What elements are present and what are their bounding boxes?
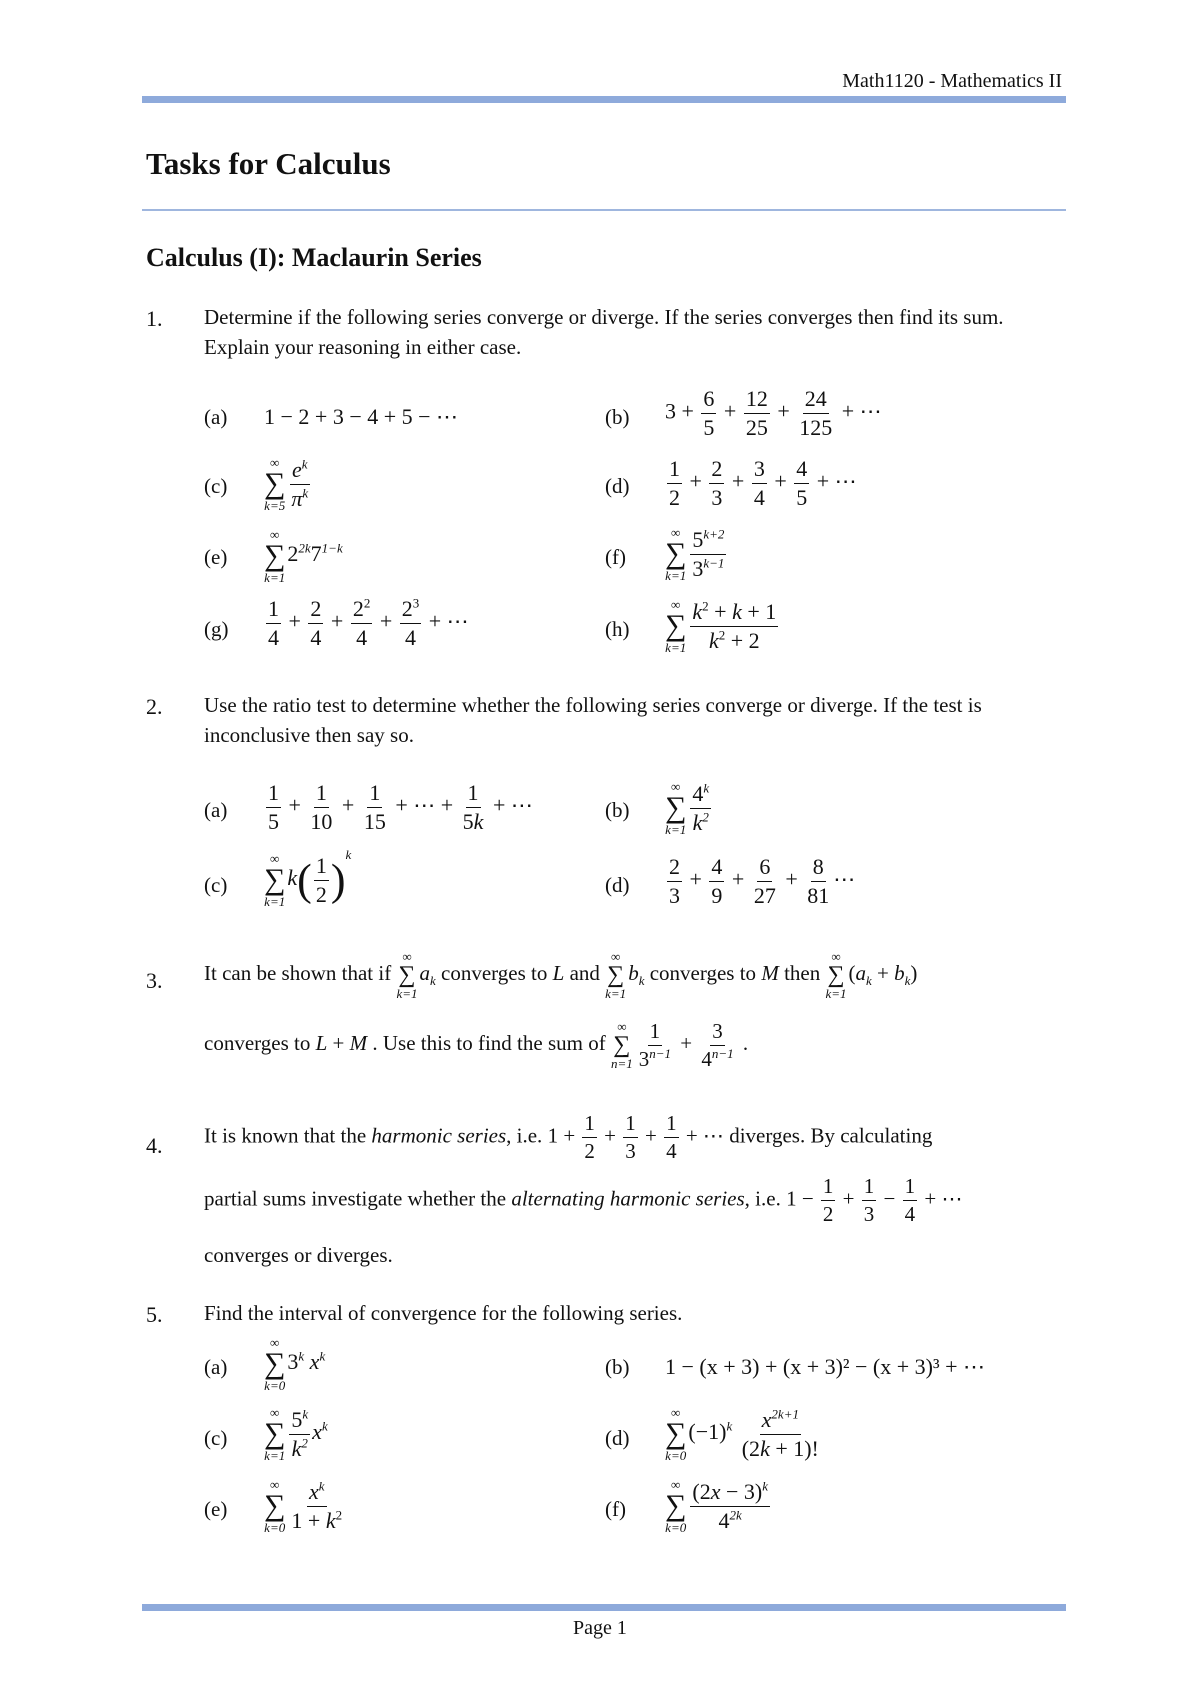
q2-a-expr: $\frac{1}{5}$ + $\frac{1}{10}$ + $\frac{1}{15}$ + ⋯ + $\frac{1}{5k}$ + ⋯	[268, 780, 533, 834]
q2-text: Use the ratio test to determine whether the following series converge or diverge. If the test is inconclusive then say so.	[204, 693, 982, 747]
q1-b-expr: 3 + $\frac{6}{5}$ + $\frac{12}{25}$ + $\frac{24}{125}$ + ⋯	[665, 386, 882, 440]
q1-d-expr: $\frac{1}{2}$ + $\frac{2}{3}$ + $\frac{3}{4}$ + $\frac{4}{5}$ + ⋯	[669, 456, 857, 510]
q1-c-label: (c)	[204, 474, 228, 498]
q3-text-5: then	[784, 960, 821, 985]
q5-e-expr: ∞ ∑ k=0 $\frac{x^k}{1 + k^2}$	[264, 1477, 343, 1535]
q1-number: 1.	[146, 306, 163, 331]
q3-text-7: . Use this to find the sum of	[372, 1030, 606, 1055]
section-heading: Calculus (I): Maclaurin Series	[146, 243, 482, 272]
q2-b-expr: ∞ ∑ k=1 $\frac{4^k}{k^2}$	[665, 779, 710, 837]
q1-text: Determine if the following series converge or diverge. If the series converges then find its sum. Explain your reasoning in either case.	[204, 305, 1004, 359]
q2-d-label: (d)	[605, 873, 630, 897]
header-rule	[142, 96, 1066, 103]
q1-h-expr: ∞ ∑ k=1 $\frac{k^2 + k + 1}{k^2 + 2}$	[665, 597, 777, 655]
q4-line2: partial sums investigate whether the alternating harmonic series, i.e. 1 − $\frac{1}{2}$ + $\frac{1}{3}$ − $\frac{1}{4}$ + ⋯	[204, 1174, 963, 1226]
q5-c-label: (c)	[204, 1426, 228, 1450]
q3-text-2: converges to	[441, 960, 548, 985]
q5-a-expr: ∞ ∑ k=0 3$^k$ $x^k$	[264, 1335, 326, 1393]
q3-text-6: converges to	[204, 1030, 311, 1055]
q5-a-label: (a)	[204, 1355, 228, 1379]
q2-c-expr: ∞ ∑ k=1 k( $\frac{1}{2}$ )$^k$	[264, 847, 352, 909]
q2-a-label: (a)	[204, 798, 228, 822]
q5-b-expr: 1 − (x + 3) + (x + 3)² − (x + 3)³ + ⋯	[665, 1354, 985, 1379]
harmonic-series-term: harmonic series	[371, 1123, 507, 1148]
q1-a-label: (a)	[204, 405, 228, 429]
q3-text-3: and	[569, 960, 600, 985]
q4-number: 4.	[146, 1133, 163, 1158]
q3-text-1: It can be shown that if	[204, 960, 392, 985]
q1-e-expr: ∞ ∑ k=1 $2^{2k}7^{1-k}$	[264, 527, 343, 585]
q3-line2: converges to L + M . Use this to find the sum of ∞ ∑ n=1 $\frac{1}{3^{n-1}}$ + $\frac{3}{4^{n-1}}$ .	[204, 1018, 749, 1071]
header-course: Math1120 - Mathematics II	[842, 70, 1062, 92]
q5-d-expr: ∞ ∑ k=0 $(-1)^k$ $\frac{x^{2k+1}}{(2k + 1)!}$	[665, 1405, 819, 1463]
q5-e-label: (e)	[204, 1497, 228, 1521]
page-title: Tasks for Calculus	[146, 146, 391, 181]
q2-number: 2.	[146, 694, 163, 719]
q4-line1: It is known that the harmonic series, i.e. 1 + $\frac{1}{2}$ + $\frac{1}{3}$ + $\frac{1}{4}$ + ⋯ diverges. By calculating	[204, 1111, 933, 1163]
title-rule	[142, 209, 1066, 211]
q2-d-expr: $\frac{2}{3}$ + $\frac{4}{9}$ + $\frac{6}{27}$ + $\frac{8}{81}$ ⋯	[669, 854, 856, 908]
q4-line3: converges or diverges.	[204, 1243, 393, 1267]
q2-b-label: (b)	[605, 798, 630, 822]
q3-text-4: converges to	[649, 960, 757, 985]
footer-rule	[142, 1604, 1066, 1611]
q1-c-expr: ∞ ∑ k=5 $\frac{e^k}{\pi^k}$	[264, 455, 309, 513]
q5-c-expr: ∞ ∑ k=1 $\frac{5^k}{k^2}$ $x^k$	[264, 1405, 328, 1463]
q1-a-expr: 1 − 2 + 3 − 4 + 5 − ⋯	[264, 404, 459, 429]
q2-c-label: (c)	[204, 873, 228, 897]
q1-h-label: (h)	[605, 617, 630, 641]
q5-b-label: (b)	[605, 1355, 630, 1379]
q5-text: Find the interval of convergence for the following series.	[204, 1301, 683, 1325]
q3-line1: It can be shown that if ∞ ∑ k=1 $a_k$ converges to L and ∞ ∑ k=1 $b_k$ converges to M then ∞ ∑ k=1 $(a_k + b_k)$	[204, 949, 918, 1001]
q3-number: 3.	[146, 968, 163, 993]
q1-g-label: (g)	[204, 617, 229, 641]
q5-d-label: (d)	[605, 1426, 630, 1450]
page-number: Page 1	[573, 1617, 627, 1639]
q5-f-expr: ∞ ∑ k=0 $\frac{(2x - 3)^k}{4^{2k}}$	[665, 1477, 768, 1535]
q1-f-label: (f)	[605, 545, 626, 569]
q1-d-label: (d)	[605, 474, 630, 498]
q1-b-label: (b)	[605, 405, 630, 429]
alternating-harmonic-series-term: alternating harmonic series	[511, 1186, 745, 1211]
q5-f-label: (f)	[605, 1497, 626, 1521]
q1-e-label: (e)	[204, 545, 228, 569]
q1-f-expr: ∞ ∑ k=1 $\frac{5^{k+2}}{3^{k-1}}$	[665, 525, 725, 583]
q5-number: 5.	[146, 1302, 163, 1327]
q1-g-expr: $\frac{1}{4}$ + $\frac{2}{4}$ + $\frac{2^2}{4}$ + $\frac{2^3}{4}$ + ⋯	[268, 595, 469, 650]
